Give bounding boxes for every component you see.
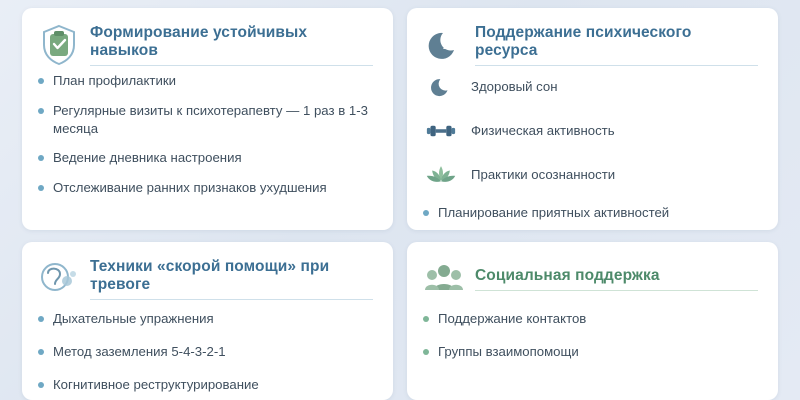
list-item <box>38 376 373 394</box>
list-item-label: План профилактики <box>53 73 176 88</box>
list-item <box>423 343 758 361</box>
bullet-icon <box>423 210 429 216</box>
people-group-icon <box>423 258 465 300</box>
list-item-label: Дыхательные упражнения <box>53 311 214 326</box>
card-header <box>38 258 373 300</box>
list-item <box>38 149 373 167</box>
list-item-label: Группы взаимопомощи <box>438 343 579 359</box>
card-header <box>423 258 758 300</box>
bullet-icon <box>38 316 44 322</box>
moon-sleep-icon <box>423 72 459 102</box>
list-item-label: Поддержание контактов <box>438 311 587 326</box>
list-item-label: Ведение дневника настроения <box>53 150 242 166</box>
bullet-icon <box>38 382 44 388</box>
list-item-label: Отслеживание ранних признаков ухудшения <box>53 180 327 196</box>
list-item <box>38 179 373 197</box>
bullet-icon <box>38 349 44 355</box>
card-title: Социальная поддержка <box>475 267 758 291</box>
bullet-icon <box>38 108 44 114</box>
bullet-icon <box>423 316 429 322</box>
card-title: Формирование устойчивых навыков <box>90 24 373 66</box>
list-item <box>423 160 758 190</box>
list-item <box>423 204 758 222</box>
shield-check-icon <box>38 24 80 66</box>
list-item-label: Когнитивное реструктурирование <box>53 376 259 392</box>
card-header <box>423 24 758 66</box>
card-header <box>38 24 373 66</box>
moon-sleep-icon <box>423 24 465 66</box>
card-item-list <box>423 310 758 361</box>
list-item-label: Регулярные визиты к психотерапевту — 1 раз в 1-3 месяца <box>53 102 368 136</box>
list-item <box>423 116 758 146</box>
list-item <box>38 72 373 90</box>
list-item <box>38 310 373 328</box>
card-skills <box>22 8 393 230</box>
bullet-icon <box>423 349 429 355</box>
list-item-label: Здоровый сон <box>471 79 558 95</box>
card-social-support <box>407 242 778 400</box>
breathing-head-icon <box>38 258 80 300</box>
svg-text:z: z <box>446 38 450 45</box>
list-item-label: Планирование приятных активностей <box>438 205 670 220</box>
list-item-label: Метод заземления 5-4-3-2-1 <box>53 343 226 359</box>
list-item <box>38 343 373 361</box>
bullet-icon <box>38 185 44 191</box>
list-item <box>38 102 373 138</box>
card-item-list <box>38 72 373 197</box>
lotus-icon <box>423 160 459 190</box>
card-title: Техники «скорой помощи» при тревоге <box>90 258 373 300</box>
card-item-list <box>38 310 373 393</box>
svg-text:z: z <box>443 42 447 51</box>
bullet-icon <box>38 78 44 84</box>
bullet-icon <box>38 155 44 161</box>
list-item-label: Физическая активность <box>471 123 615 139</box>
card-mental-resource <box>407 8 778 230</box>
card-emergency-techniques <box>22 242 393 400</box>
card-item-list <box>423 72 758 222</box>
card-title: Поддержание психического ресурса <box>475 24 758 66</box>
dumbbell-icon <box>423 116 459 146</box>
list-item <box>423 310 758 328</box>
list-item <box>423 72 758 102</box>
list-item-label: Практики осознанности <box>471 167 616 183</box>
